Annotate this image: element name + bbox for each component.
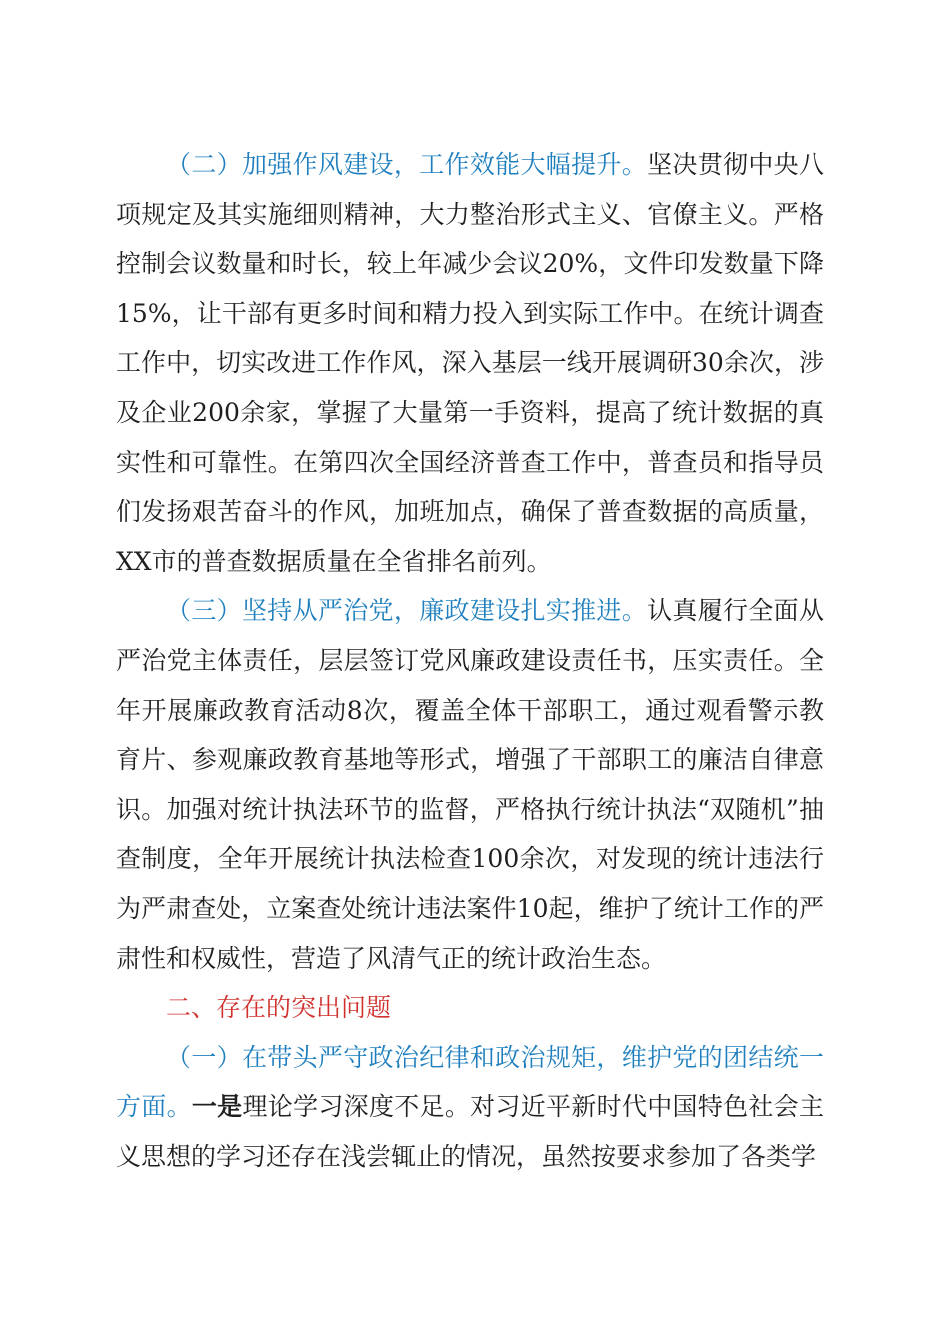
paragraph-work-style-text: 坚决贯彻中央八项规定及其实施细则精神，大力整治形式主义、官僚主义。严格控制会议数量和时长，较上年减少会议20%，文件印发数量下降15%，让干部有更多时间和精力投入到实际工作中。在统计调查工作中，切实改进工作作风，深入基层一线开展调研30余次，涉及企业200余家，掌握了大量第一手资料，提高了统计数据的真实性和可靠性。在第四次全国经济普查工作中，普查员和指导员们发扬艰苦奋斗的作风，加班加点，确保了普查数据的高质量，XX市的普查数据质量在全省排名前列。 [116,150,824,576]
lead-marker: 一是 [191,1092,243,1122]
document-body [116,140,824,1181]
subheading-clean-governance: （三）坚持从严治党，廉政建设扎实推进。 [166,596,648,626]
paragraph-political-discipline-text: 理论学习深度不足。对习近平新时代中国特色社会主义思想的学习还存在浅尝辄止的情况，虽然按要求参加了各类学 [116,1092,824,1171]
paragraph-clean-governance [116,586,824,983]
subheading-political-discipline: （一）在带头严守政治纪律和政治规矩，维护党的团结统一方面。 [116,1042,824,1122]
subheading-work-style: （二）加强作风建设，工作效能大幅提升。 [166,150,648,179]
paragraph-work-style [116,140,824,586]
section-heading-problems: 二、存在的突出问题 [166,993,392,1023]
paragraph-clean-governance-text: 认真履行全面从严治党主体责任，层层签订党风廉政建设责任书，压实责任。全年开展廉政教育活动8次，覆盖全体干部职工，通过观看警示教育片、参观廉政教育基地等形式，增强了干部职工的廉洁自律意识。加强对统计执法环节的监督，严格执行统计执法“双随机”抽查制度，全年开展统计执法检查100余次，对发现的统计违法行为严肃查处，立案查处统计违法案件10起，维护了统计工作的严肃性和权威性，营造了风清气正的统计政治生态。 [116,596,824,973]
paragraph-political-discipline [116,1033,824,1182]
